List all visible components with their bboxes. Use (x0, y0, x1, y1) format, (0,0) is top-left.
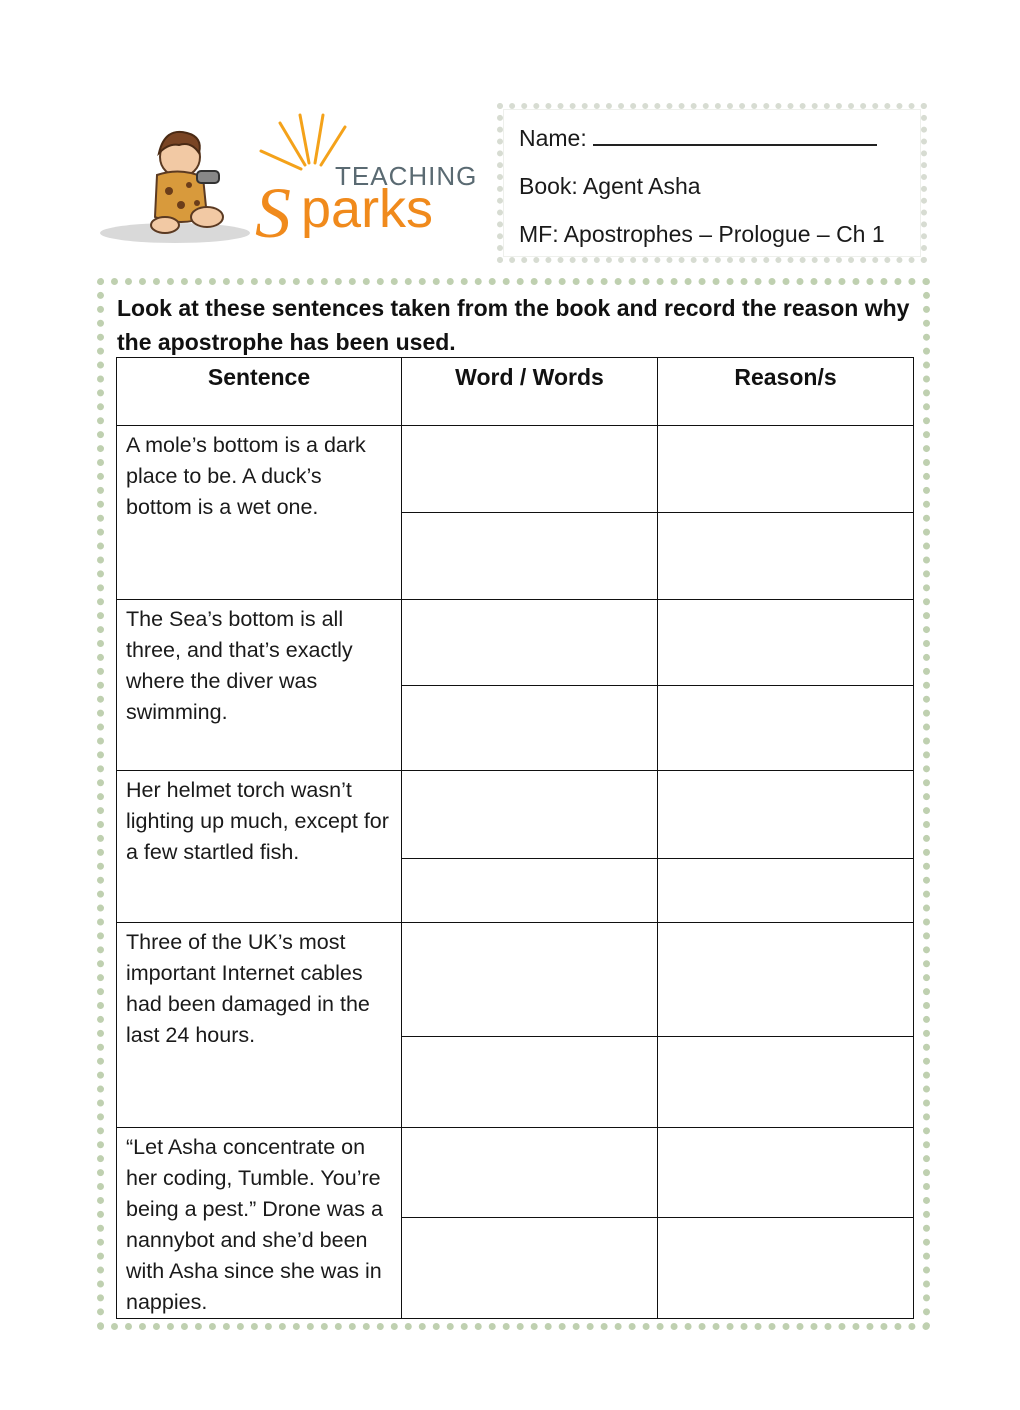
table-row (117, 426, 914, 513)
book-title: Book: Agent Asha (519, 173, 701, 199)
word-answer-cell[interactable] (402, 686, 658, 771)
table-row (117, 771, 914, 859)
word-answer-cell[interactable] (402, 923, 658, 1037)
reason-answer-cell[interactable] (658, 1037, 914, 1128)
svg-text:TEACHING: TEACHING (335, 161, 478, 191)
reason-answer-cell[interactable] (658, 513, 914, 600)
reason-answer-cell[interactable] (658, 771, 914, 859)
caveman-icon (151, 132, 223, 233)
table-row (117, 600, 914, 686)
reason-answer-cell[interactable] (658, 1128, 914, 1218)
name-blank-line[interactable] (593, 126, 877, 146)
mf-topic: MF: Apostrophes – Prologue – Ch 1 (519, 221, 885, 247)
word-answer-cell[interactable] (402, 513, 658, 600)
table-row (117, 923, 914, 1037)
word-answer-cell[interactable] (402, 1037, 658, 1128)
teaching-sparks-logo (95, 105, 485, 265)
table-header-row (117, 358, 914, 426)
reason-answer-cell[interactable] (658, 686, 914, 771)
reason-answer-cell[interactable] (658, 1218, 914, 1319)
reason-answer-cell[interactable] (658, 426, 914, 513)
word-answer-cell[interactable] (402, 1128, 658, 1218)
word-answer-cell[interactable] (402, 426, 658, 513)
sentence-cell: The Sea’s bottom is all three, and that’s exactly where the diver was swimming. (117, 600, 402, 771)
word-answer-cell[interactable] (402, 600, 658, 686)
word-answer-cell[interactable] (402, 771, 658, 859)
name-label: Name: (519, 125, 587, 151)
reason-answer-cell[interactable] (658, 859, 914, 923)
word-answer-cell[interactable] (402, 1218, 658, 1319)
reason-answer-cell[interactable] (658, 600, 914, 686)
sentence-cell: “Let Asha concentrate on her coding, Tumble. You’re being a pest.” Drone was a nannybot and she’d been with Asha since she was in nappies. (117, 1128, 402, 1319)
name-field-row[interactable] (519, 125, 877, 152)
reason-answer-cell[interactable] (658, 923, 914, 1037)
svg-text:parks: parks (301, 179, 434, 239)
column-header-sentence: Sentence (117, 358, 402, 426)
sentence-cell: Her helmet torch wasn’t lighting up much, except for a few startled fish. (117, 771, 402, 923)
table-row (117, 1128, 914, 1218)
student-info-box (497, 103, 927, 263)
column-header-reason: Reason/s (658, 358, 914, 426)
word-answer-cell[interactable] (402, 859, 658, 923)
apostrophe-table (116, 357, 914, 1319)
column-header-words: Word / Words (402, 358, 658, 426)
sentence-cell: A mole’s bottom is a dark place to be. A duck’s bottom is a wet one. (117, 426, 402, 600)
instructions-text: Look at these sentences taken from the book and record the reason why the apostrophe has been used. (117, 295, 910, 355)
sentence-cell: Three of the UK’s most important Internet cables had been damaged in the last 24 hours. (117, 923, 402, 1128)
svg-text:S: S (255, 173, 291, 253)
